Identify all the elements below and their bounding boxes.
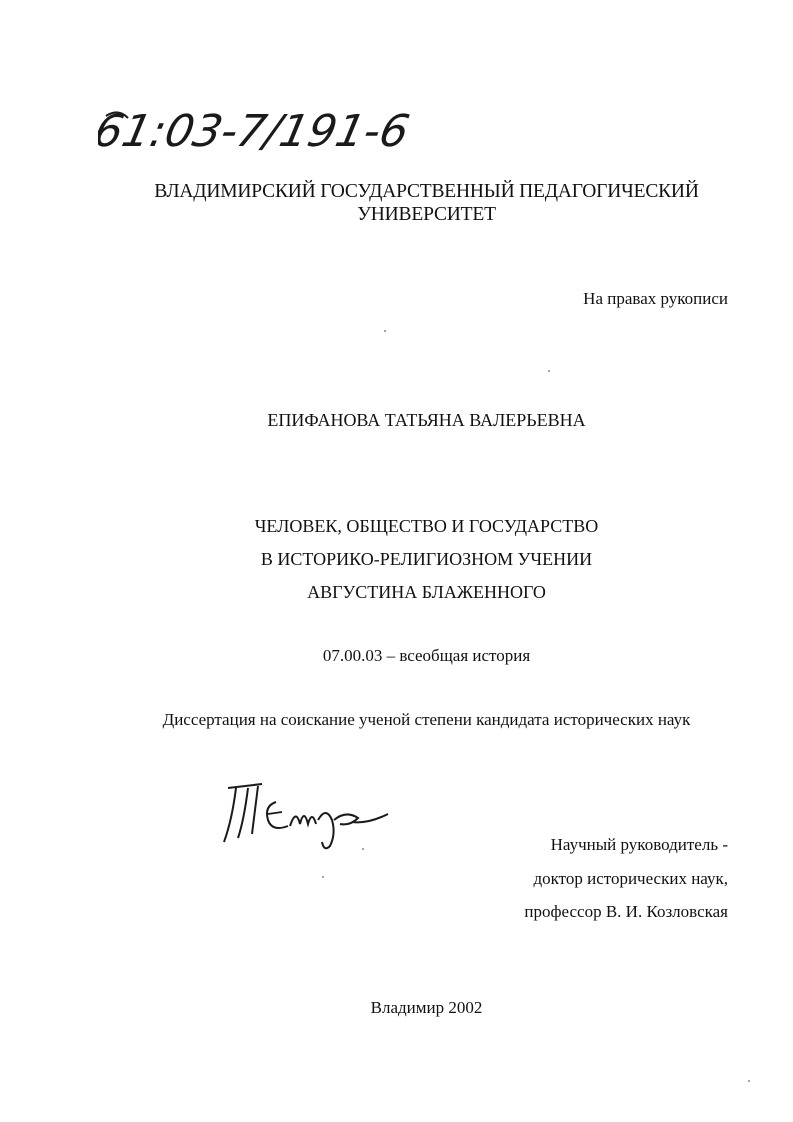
specialty-code: 07.00.03 – всеобщая история xyxy=(322,646,531,665)
university-line-1: ВЛАДИМИРСКИЙ ГОСУДАРСТВЕННЫЙ ПЕДАГОГИЧЕСКИЙ xyxy=(154,181,699,202)
handwritten-code-drawing xyxy=(98,98,438,168)
supervisor-line-1: Научный руководитель - xyxy=(550,835,728,854)
university-line-2: УНИВЕРСИТЕТ xyxy=(357,204,496,225)
city-and-year: Владимир 2002 xyxy=(370,998,483,1017)
scan-speck xyxy=(362,848,364,850)
scientific-supervisor xyxy=(524,828,728,929)
dissertation-title xyxy=(0,510,793,609)
scan-speck xyxy=(548,370,550,372)
university-name xyxy=(0,180,793,226)
handwritten-catalog-code xyxy=(98,98,438,168)
rights-note: На правах рукописи xyxy=(583,289,728,308)
author-signature xyxy=(218,780,393,855)
author-name: ЕПИФАНОВА ТАТЬЯНА ВАЛЕРЬЕВНА xyxy=(267,410,586,430)
scan-speck xyxy=(322,876,324,878)
supervisor-line-3: профессор В. И. Козловская xyxy=(524,902,728,921)
scan-speck xyxy=(748,1080,750,1082)
handwritten-code-text: 61:03-7/191-6 xyxy=(98,106,414,157)
signature-drawing xyxy=(218,780,393,855)
title-line-1: ЧЕЛОВЕК, ОБЩЕСТВО И ГОСУДАРСТВО xyxy=(254,516,599,536)
supervisor-line-2: доктор исторических наук, xyxy=(533,868,728,888)
title-line-3: АВГУСТИНА БЛАЖЕННОГО xyxy=(307,582,546,602)
scan-speck xyxy=(384,330,386,332)
degree-statement: Диссертация на соискание ученой степени кандидата исторических наук xyxy=(162,710,691,729)
title-line-2: В ИСТОРИКО-РЕЛИГИОЗНОМ УЧЕНИИ xyxy=(260,549,593,569)
